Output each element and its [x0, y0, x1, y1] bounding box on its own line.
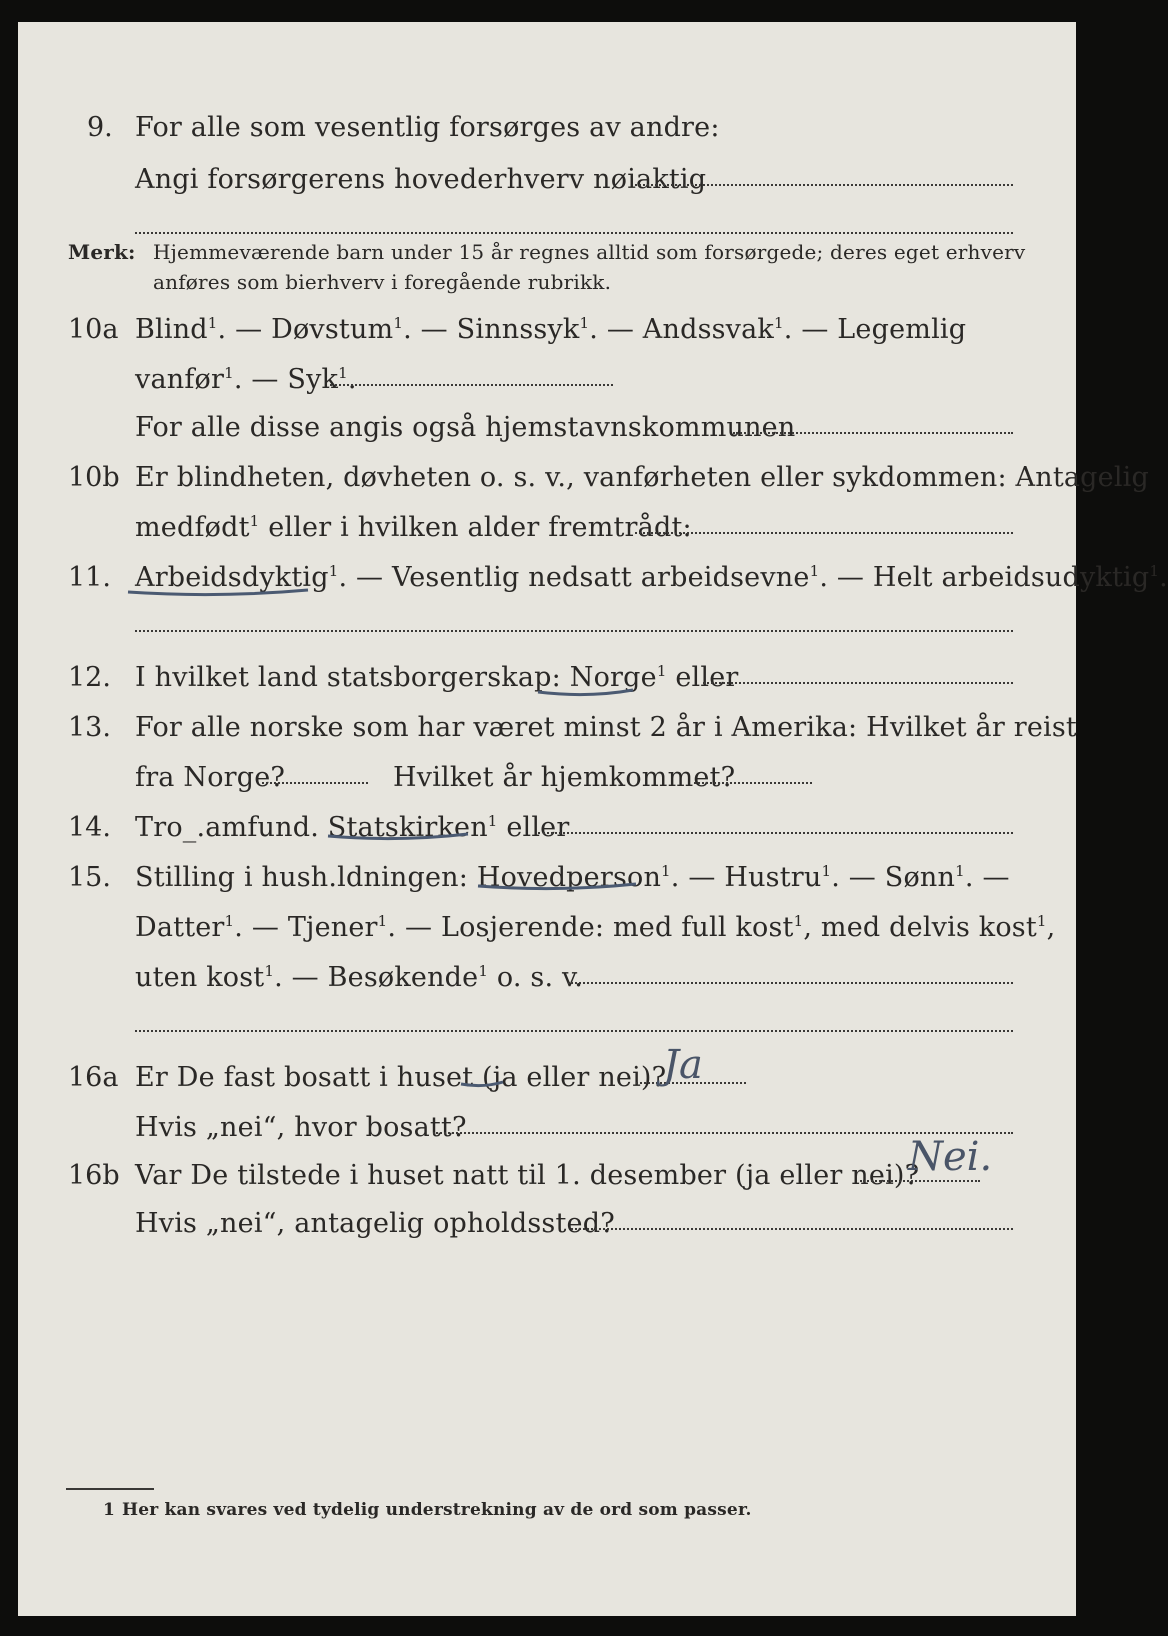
q16a-underline-mark: [461, 1082, 503, 1086]
q13-line2a: fra Norge?: [135, 762, 286, 793]
merk-line1: Hjemmeværende barn under 15 år regnes alltid som forsørgede; deres eget erhverv: [153, 240, 1026, 264]
q9-number: 9.: [87, 112, 113, 143]
q15-underline-mark: [478, 884, 636, 889]
q14-option-statskirken[interactable]: Statskirken: [327, 812, 488, 843]
merk-line2: anføres som bierhverv i foregående rubrikk.: [153, 270, 612, 294]
q13-line2b: Hvilket år hjemkommet?: [393, 762, 736, 793]
q14-underline-mark: [328, 834, 468, 839]
q10a-line3: For alle disse angis også hjemstavnskommunen: [135, 412, 796, 443]
q13-number: 13.: [68, 712, 111, 743]
q16a-line1: Er De fast bosatt i huset (ja eller nei)?: [135, 1062, 667, 1093]
q10b-number: 10b: [68, 462, 120, 493]
q15-line1: Stilling i hush.ldningen: Hovedperson$^1$. — Hustru$^1$. — Sønn$^1$. —: [135, 862, 1010, 893]
q16b-line2: Hvis „nei“, antagelig opholdssted?: [135, 1208, 615, 1239]
footnote-mark: 1: [103, 1500, 116, 1520]
footnote-text: Her kan svares ved tydelig understrekning av de ord som passer.: [122, 1500, 752, 1520]
q10b-line2: medfødt$^1$ eller i hvilken alder fremtrådt:: [135, 512, 692, 543]
underline-marks: [18, 22, 1168, 1616]
q12-number: 12.: [68, 662, 111, 693]
q10a-line2: vanfør$^1$. — Syk$^1$.: [135, 364, 357, 395]
q14-number: 14.: [68, 812, 111, 843]
q14-line: Tro_.amfund. Statskirken$^1$ eller: [135, 812, 570, 843]
census-form-page: [18, 22, 1168, 1616]
q9-line1: For alle som vesentlig forsørges av andre:: [135, 112, 720, 143]
q10a-line1: Blind$^1$. — Døvstum$^1$. — Sinnssyk$^1$. — Andssvak$^1$. — Legemlig: [135, 314, 967, 345]
q15-option-hovedperson[interactable]: Hovedperson: [476, 862, 662, 893]
q11-underline-mark: [128, 590, 308, 595]
q16a-number: 16a: [68, 1062, 119, 1093]
q9-line2: Angi forsørgerens hovederhverv nøiaktig: [135, 164, 707, 195]
q10a-number: 10a: [68, 314, 119, 345]
q16a-handwritten-answer: Ja: [663, 1042, 703, 1088]
q15-line2: Datter$^1$. — Tjener$^1$. — Losjerende: med full kost$^1$, med delvis kost$^1$,: [135, 912, 1056, 943]
q16a-line2: Hvis „nei“, hvor bosatt?: [135, 1112, 467, 1143]
q12-option-norge[interactable]: Norge: [569, 662, 657, 693]
q10b-line1: Er blindheten, døvheten o. s. v., vanførheten eller sykdommen: Antagelig: [135, 462, 1149, 493]
q15-number: 15.: [68, 862, 111, 893]
q11-line: Arbeidsdyktig$^1$. — Vesentlig nedsatt arbeidsevne$^1$. — Helt arbeidsudyktig$^1$.: [135, 562, 1168, 593]
q16b-line1: Var De tilstede i huset natt til 1. desember (ja eller nei)?: [135, 1160, 920, 1191]
merk-label: Merk:: [68, 240, 136, 264]
q15-line3: uten kost$^1$. — Besøkende$^1$ o. s. v.: [135, 962, 584, 993]
q16b-number: 16b: [68, 1160, 120, 1191]
q13-line1: For alle norske som har været minst 2 år i Amerika: Hvilket år reist: [135, 712, 1077, 743]
q11-option-arbeidsdyktig[interactable]: Arbeidsdyktig: [135, 562, 329, 593]
q12-underline-mark: [538, 690, 633, 695]
q16b-handwritten-answer: Nei.: [908, 1134, 993, 1180]
q12-line: I hvilket land statsborgerskap: Norge$^1$ eller: [135, 662, 739, 693]
q11-number: 11.: [68, 562, 111, 593]
